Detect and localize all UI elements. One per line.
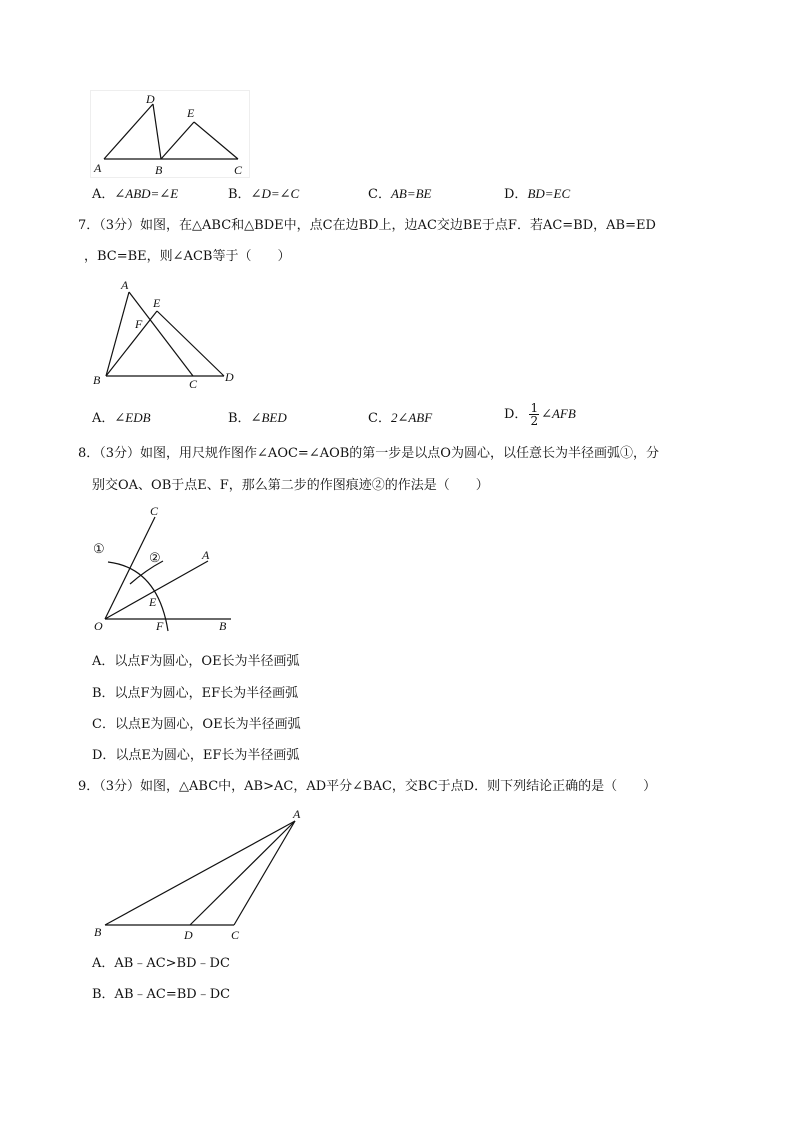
q9-label-d: D — [184, 928, 193, 942]
q6-label-c: C — [234, 163, 243, 177]
q8-option-d[interactable]: D．以点E为圆心，EF长为半径画弧 — [92, 748, 300, 763]
q9-label-a: A — [293, 807, 301, 821]
q7-option-b[interactable]: B．∠BED — [228, 410, 287, 426]
q8-option-c[interactable]: C．以点E为圆心，OE长为半径画弧 — [92, 717, 301, 732]
q6-option-b[interactable]: B．∠D=∠C — [228, 186, 300, 202]
q8-option-b[interactable]: B．以点F为圆心，EF长为半径画弧 — [92, 686, 299, 701]
q7-label-c: C — [189, 377, 198, 390]
q8-arc-mark-1: ① — [93, 541, 105, 556]
q8-label-e: E — [149, 595, 157, 609]
q8-label-f: F — [156, 619, 164, 633]
fraction-one-half: $\frac{1}{2}$ — [530, 401, 539, 428]
q8-stem-line1: 8．（3分）如图，用尺规作图作∠AOC=∠AOB的第一步是以点O为圆心，以任意长为半径画弧①，分 — [78, 446, 659, 461]
q6-option-c[interactable]: C．AB=BE — [368, 186, 432, 202]
q6-label-e: E — [187, 106, 195, 120]
q8-label-c: C — [150, 504, 159, 518]
q6-figure — [90, 90, 250, 178]
q6-label-d: D — [146, 92, 155, 106]
q7-option-d[interactable]: D． $\frac{1}{2}$ ∠AFB — [504, 401, 576, 428]
q7-option-c[interactable]: C．2∠ABF — [368, 410, 433, 426]
q7-figure — [90, 278, 240, 390]
q7-stem-line1: 7．（3分）如图，在△ABC和△BDE中，点C在边BD上，边AC交边BE于点F．若AC=BD，AB=ED — [78, 218, 656, 233]
q8-option-a[interactable]: A．以点F为圆心，OE长为半径画弧 — [92, 654, 300, 669]
q7-label-f: F — [135, 317, 143, 331]
q8-figure — [88, 500, 240, 638]
q9-label-b: B — [94, 925, 102, 939]
q6-label-a: A — [94, 161, 102, 175]
q7-label-a: A — [121, 278, 129, 292]
q7-label-b: B — [93, 373, 101, 387]
q8-stem-line2: 别交OA、OB于点E、F，那么第二步的作图痕迹②的作法是（ ） — [92, 478, 489, 493]
q7-option-a[interactable]: A．∠EDB — [92, 410, 151, 426]
q9-option-a[interactable]: A．AB﹣AC>BD﹣DC — [92, 956, 230, 971]
q9-option-b[interactable]: B．AB﹣AC=BD﹣DC — [92, 987, 231, 1002]
q6-option-a[interactable]: A．∠ABD=∠E — [92, 186, 179, 202]
q7-label-d: D — [225, 370, 234, 384]
q8-arc-mark-2: ② — [149, 550, 161, 565]
q8-label-a: A — [202, 548, 210, 562]
q9-stem-line1: 9．（3分）如图，△ABC中，AB>AC，AD平分∠BAC，交BC于点D．则下列结论正确的是（ ） — [78, 779, 657, 794]
q7-options — [92, 402, 712, 432]
q6-option-d[interactable]: D．BD=EC — [504, 186, 571, 202]
q6-label-b: B — [155, 163, 163, 177]
q8-label-o: O — [94, 619, 103, 633]
q8-label-b: B — [219, 619, 227, 633]
q9-figure — [88, 806, 310, 944]
q7-stem-line2: ，BC=BE，则∠ACB等于（ ） — [84, 249, 291, 264]
q7-label-e: E — [153, 296, 161, 310]
q9-label-c: C — [231, 928, 240, 942]
